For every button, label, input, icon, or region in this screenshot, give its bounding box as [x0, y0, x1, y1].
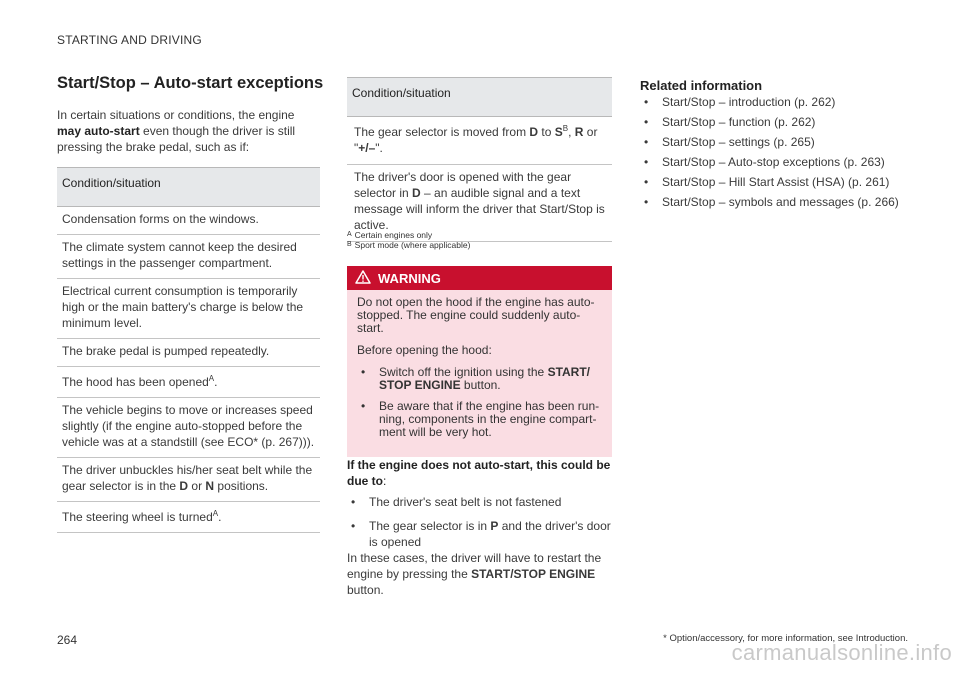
- table-row: [57, 279, 320, 339]
- cell-text-end: – an audible signal and a text message will inform the driver that Start/Stop is active.: [354, 186, 605, 232]
- gear-s: S: [554, 125, 563, 139]
- table-row: [57, 207, 320, 235]
- footer-note: * Option/accessory, for more information, see Introduction.: [663, 633, 908, 644]
- gear-d: D: [529, 125, 539, 139]
- subheading: [347, 457, 612, 489]
- bullet: •: [351, 495, 356, 509]
- cell-text-end: ".: [375, 141, 383, 155]
- list-text: Switch off the ignition using the: [379, 365, 548, 379]
- gear-r: R: [574, 125, 584, 139]
- related-link-text[interactable]: Start/Stop – introduction (p. 262): [662, 95, 836, 109]
- related-link-text[interactable]: Start/Stop – settings (p. 265): [662, 135, 815, 149]
- cell-text-end: positions.: [214, 479, 269, 493]
- list-text-end: button.: [460, 378, 501, 392]
- bullet: •: [361, 399, 366, 413]
- related-link[interactable]: [640, 174, 910, 190]
- conditions-table-1: [57, 167, 320, 533]
- related-link[interactable]: [640, 94, 910, 110]
- gear-plus-minus: +/–: [358, 141, 376, 155]
- cell-text: The driver unbuckles his/her seat belt while the gear selector is in the: [62, 463, 313, 493]
- table-row: [57, 339, 320, 367]
- closing-text: In these cases, the driver will have to restart the engine by pressing the: [347, 551, 602, 581]
- table-row: [57, 458, 320, 502]
- cell-text-end: .: [214, 375, 218, 389]
- related-link-text[interactable]: Start/Stop – symbols and messages (p. 266): [662, 195, 899, 209]
- table-row: [347, 117, 612, 165]
- footnote-mark: B: [347, 241, 352, 248]
- table-cell: [57, 458, 320, 502]
- table-row: [57, 367, 320, 398]
- button-name: START/ STOP ENGINE: [379, 365, 591, 392]
- list-item: [357, 400, 602, 439]
- table-header: Condition/situation: [57, 168, 320, 207]
- footnote-mark: A: [347, 231, 352, 238]
- related-heading: Related information: [640, 78, 763, 93]
- cell-text: The steering wheel is turned: [62, 510, 213, 524]
- subheading-colon: :: [383, 474, 387, 488]
- bullet: •: [351, 519, 356, 533]
- footnote-text: Sport mode (where applicable): [354, 240, 471, 250]
- warning-paragraph: Do not open the hood if the engine has auto-stopped. The engine could suddenly auto-start.: [357, 295, 595, 335]
- related-link[interactable]: [640, 194, 910, 210]
- cell-text: or ": [354, 125, 598, 155]
- bullet: •: [644, 155, 649, 169]
- footnote-ref: B: [562, 124, 569, 133]
- footnote: [347, 240, 470, 250]
- list-item: [347, 494, 612, 510]
- warning-body: [347, 290, 612, 457]
- footnote: [347, 230, 470, 240]
- warning-triangle-icon: [355, 270, 378, 287]
- table-row: [57, 235, 320, 279]
- footnotes: [347, 230, 470, 250]
- closing-paragraph: [347, 550, 612, 598]
- list-text: The gear selector is in: [369, 519, 491, 533]
- bullet: •: [361, 365, 366, 379]
- table-cell: The brake pedal is pumped repeatedly.: [57, 339, 320, 367]
- warning-label: WARNING: [378, 270, 441, 286]
- table-row: [57, 398, 320, 458]
- intro-text-2: even though the driver is still pressing the brake pedal, such as if:: [57, 124, 296, 154]
- cell-text: The driver's door is opened with the gear selector in: [354, 170, 572, 200]
- list-item: [347, 518, 612, 550]
- table-cell: Electrical current consumption is temporarily high or the main battery's charge is below the minimum level.: [57, 279, 320, 339]
- related-link[interactable]: [640, 134, 910, 150]
- table-cell: [347, 117, 612, 165]
- intro-text-1: In certain situations or conditions, the engine: [57, 108, 295, 122]
- gear-d: D: [412, 186, 421, 200]
- gear-d: D: [179, 479, 189, 493]
- cell-text: The gear selector is moved from: [354, 125, 530, 139]
- bullet: •: [644, 175, 649, 189]
- warning-header: [347, 266, 612, 290]
- bullet: •: [644, 135, 649, 149]
- related-list: [640, 94, 910, 214]
- cell-text-mid: or: [188, 479, 206, 493]
- subheading-text: If the engine does not auto-start, this could be due to: [347, 458, 611, 488]
- list-item: [357, 366, 602, 392]
- related-link-text[interactable]: Start/Stop – function (p. 262): [662, 115, 816, 129]
- warning-paragraph: Before opening the hood:: [357, 343, 492, 357]
- footnote-text: Certain engines only: [354, 230, 433, 240]
- table-header: Condition/situation: [347, 78, 612, 117]
- footnote-ref: A: [208, 374, 215, 383]
- related-link-text[interactable]: Start/Stop – Auto-stop exceptions (p. 263): [662, 155, 885, 169]
- bullet: •: [644, 115, 649, 129]
- cell-text: to: [538, 125, 555, 139]
- intro-bold: may auto-start: [57, 124, 140, 138]
- table-cell: [57, 502, 320, 533]
- list-text: The driver's seat belt is not fastened: [369, 495, 562, 509]
- list-text: Be aware that if the engine has been run-ning, components in the engine compart-ment will be very hot.: [379, 399, 600, 439]
- button-name: START/STOP ENGINE: [471, 567, 596, 581]
- section-header: STARTING AND DRIVING: [57, 33, 202, 47]
- table-cell: [57, 367, 320, 398]
- warning-box: [347, 266, 612, 457]
- gear-n: N: [205, 479, 215, 493]
- related-link[interactable]: [640, 114, 910, 130]
- gear-p: P: [490, 519, 499, 533]
- watermark: carmanualsonline.info: [731, 640, 952, 665]
- page-number: 264: [57, 633, 78, 647]
- cell-text: The hood has been opened: [62, 375, 209, 389]
- cell-text: ,: [568, 125, 575, 139]
- intro-paragraph: [57, 107, 319, 155]
- cell-text-end: .: [218, 510, 222, 524]
- related-link[interactable]: [640, 154, 910, 170]
- table-row: [57, 502, 320, 533]
- bullet: •: [644, 195, 649, 209]
- closing-text-end: button.: [347, 583, 384, 597]
- table-cell: The vehicle begins to move or increases speed slightly (if the engine auto-stopped before the vehicle was at a standstill (see ECO* (p. 267))).: [57, 398, 320, 458]
- footnote-ref: A: [212, 509, 219, 518]
- warning-list: [357, 366, 602, 439]
- page-title: Start/Stop – Auto-start exceptions: [57, 74, 324, 92]
- no-autostart-list: [347, 494, 612, 558]
- table-cell: The climate system cannot keep the desired settings in the passenger compartment.: [57, 235, 320, 279]
- table-cell: Condensation forms on the windows.: [57, 207, 320, 235]
- conditions-table-2: [347, 77, 612, 242]
- list-text-end: and the driver's door is opened: [369, 519, 611, 549]
- bullet: •: [644, 95, 649, 109]
- related-link-text[interactable]: Start/Stop – Hill Start Assist (HSA) (p. 261): [662, 175, 890, 189]
